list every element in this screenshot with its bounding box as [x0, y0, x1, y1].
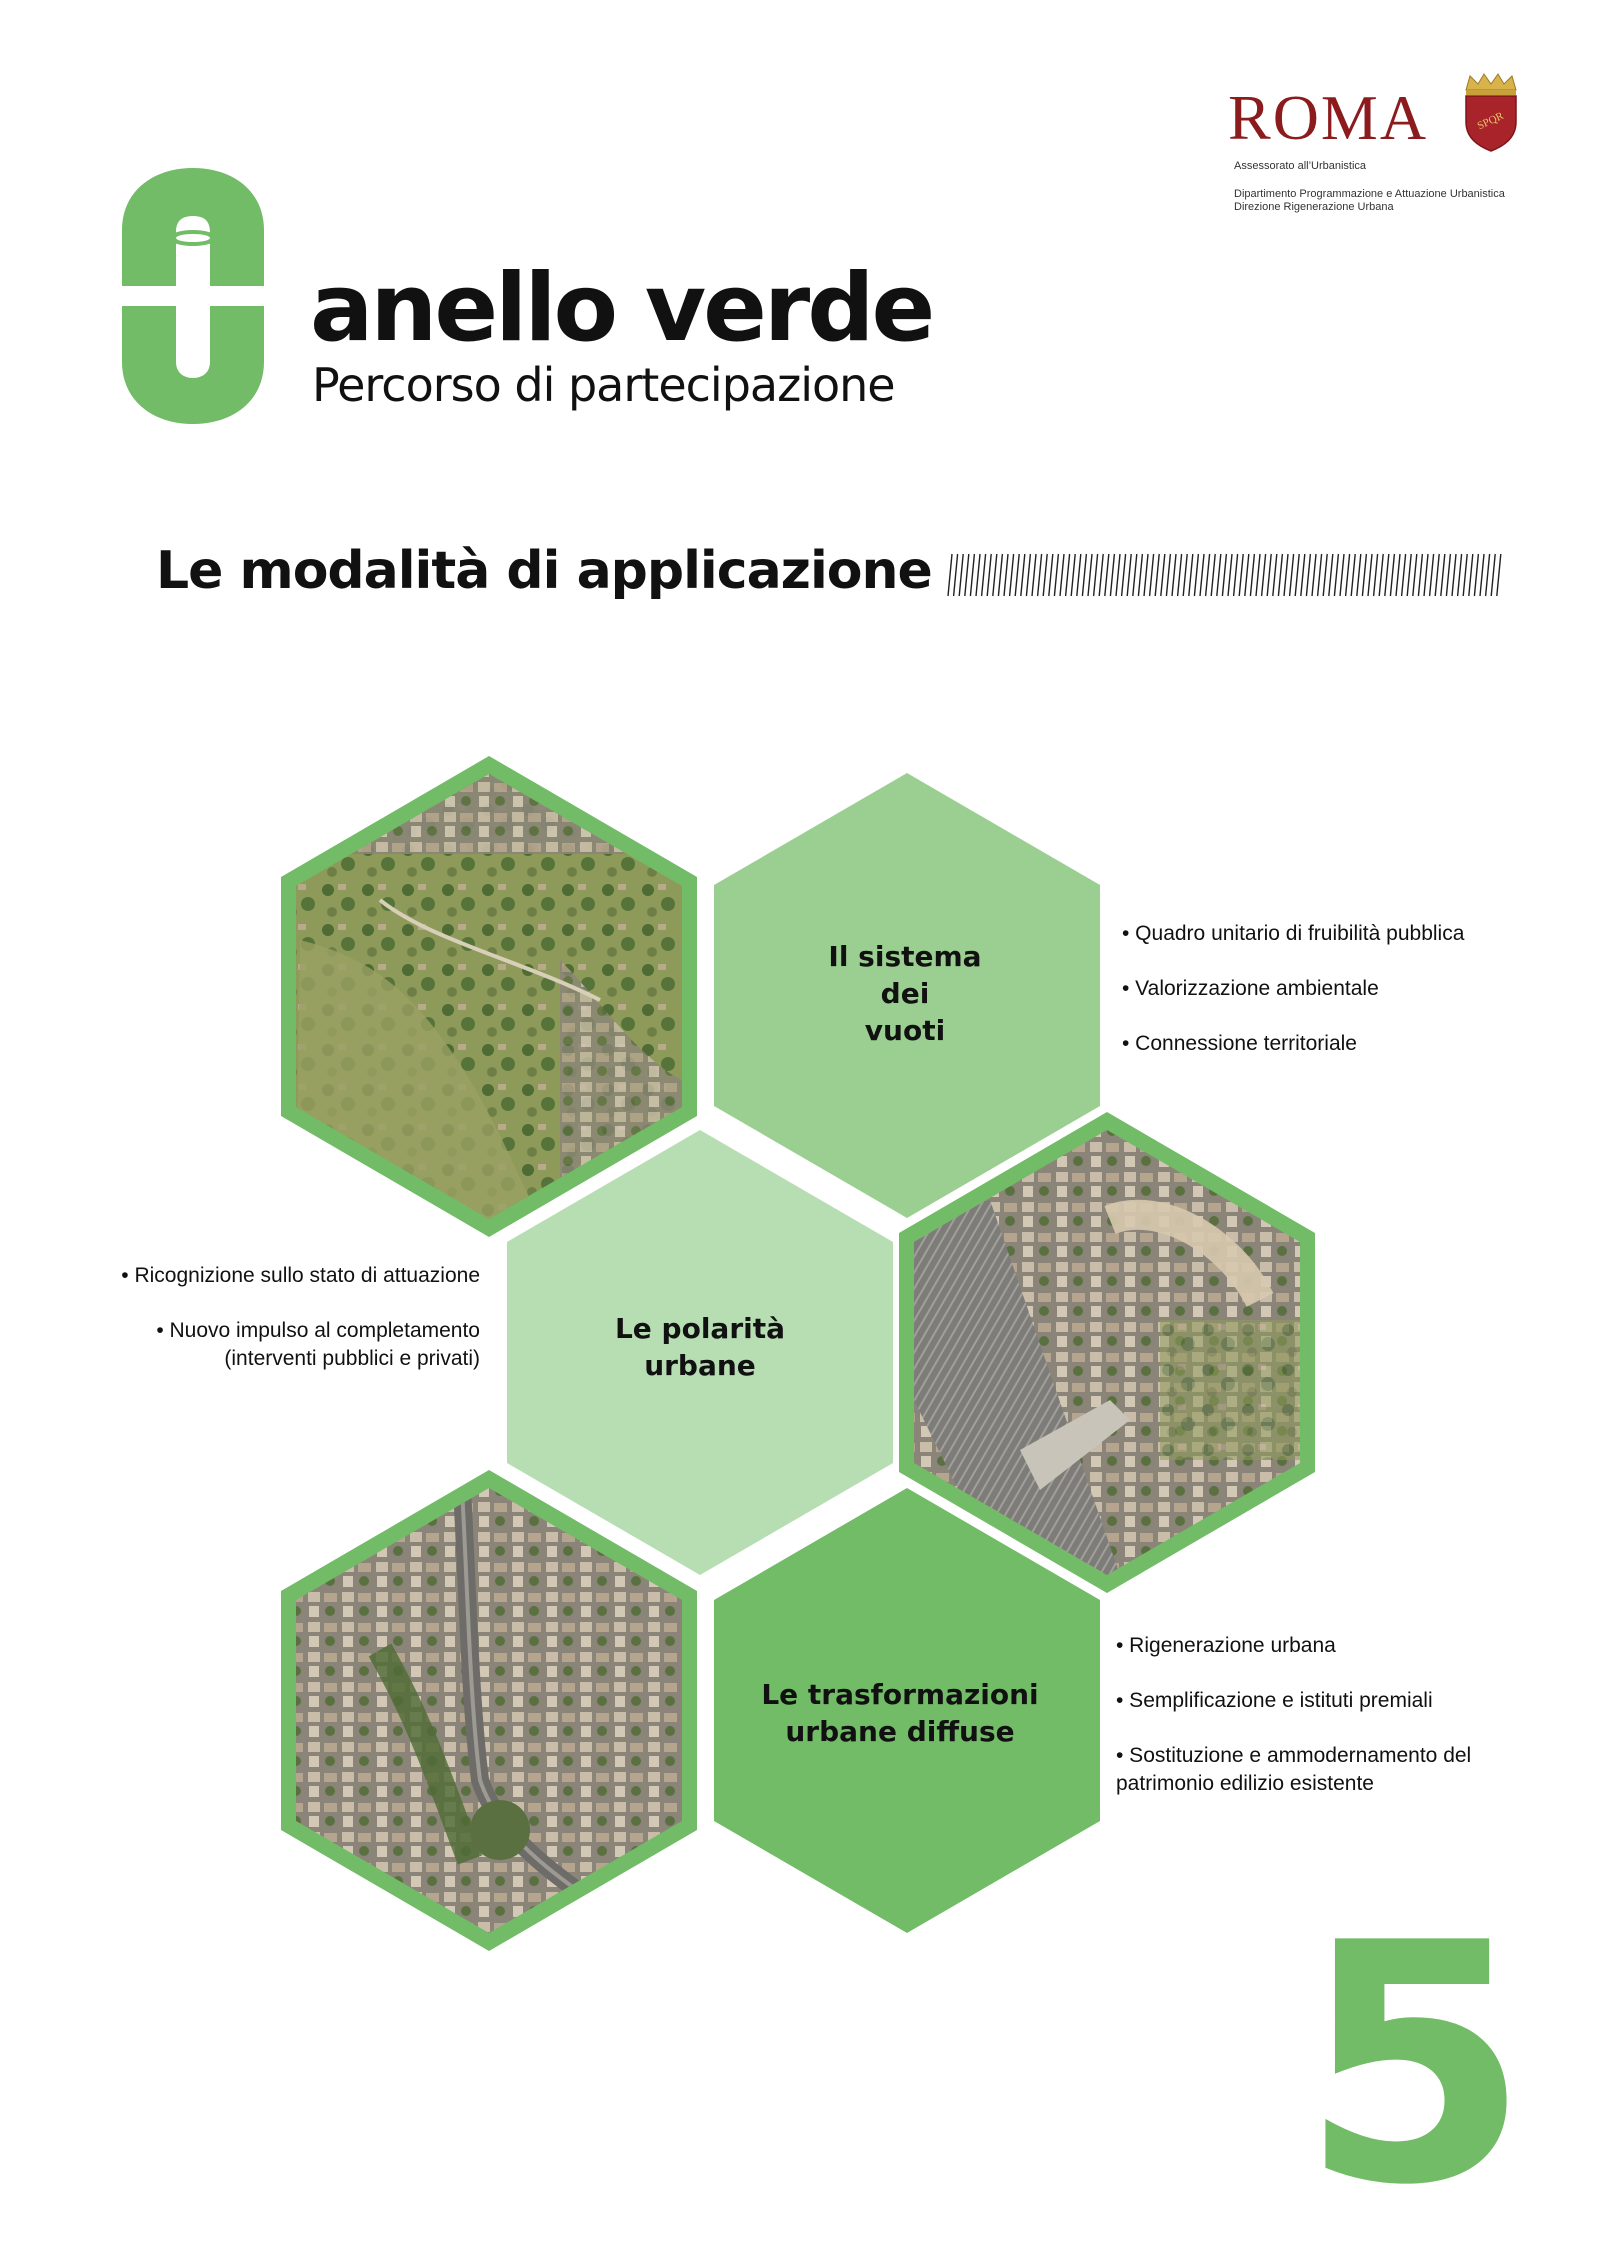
crest-spqr-text: SPQR — [1475, 109, 1506, 133]
brand-title: anello verde — [310, 254, 933, 363]
hex-label-line: dei — [880, 977, 930, 1010]
brand-subtitle: Percorso di partecipazione — [312, 358, 895, 412]
bullet-list-vuoti — [1122, 920, 1542, 1085]
bullet-list-trasformazioni — [1116, 1632, 1546, 1825]
hex-label-line: vuoti — [864, 1014, 946, 1047]
bullet-item: • Nuovo impulso al completamento — [156, 1319, 480, 1342]
hex-label-line: Il sistema — [828, 940, 982, 973]
bullet-item: • Quadro unitario di fruibilità pubblica — [1122, 922, 1465, 945]
hex-label-line: Le polarità — [614, 1312, 786, 1345]
bullet-item-continuation: (interventi pubblici e privati) — [224, 1347, 480, 1370]
section-title: Le modalità di applicazione — [156, 541, 932, 601]
bullet-item: • Semplificazione e istituti premiali — [1116, 1689, 1433, 1712]
bullet-list-polarita — [72, 1262, 480, 1400]
hex-label-line: Le trasformazioni — [761, 1678, 1039, 1711]
hex-label-trasformazioni — [750, 1676, 1050, 1750]
hex-label-polarita-urbane — [585, 1310, 815, 1384]
bullet-item: • Valorizzazione ambientale — [1122, 977, 1379, 1000]
bullet-item: • Ricognizione sullo stato di attuazione — [121, 1264, 480, 1287]
hex-label-sistema-vuoti — [800, 938, 1010, 1049]
bullet-item: • Rigenerazione urbana — [1116, 1634, 1336, 1657]
roma-wordmark: ROMA — [1228, 82, 1429, 153]
roma-direzione: Direzione Rigenerazione Urbana — [1234, 201, 1394, 213]
page-number: 5 — [1300, 1873, 1530, 2257]
roma-assessorato: Assessorato all’Urbanistica — [1234, 160, 1367, 172]
bullet-item: • Sostituzione e ammodernamento del — [1116, 1744, 1472, 1767]
roma-dipartimento: Dipartimento Programmazione e Attuazione Urbanistica — [1234, 188, 1505, 200]
hex-label-line: urbane diffuse — [785, 1715, 1015, 1748]
bullet-item-continuation: patrimonio edilizio esistente — [1116, 1772, 1374, 1795]
hex-label-line: urbane — [644, 1349, 756, 1382]
bullet-item: • Connessione territoriale — [1122, 1032, 1357, 1055]
